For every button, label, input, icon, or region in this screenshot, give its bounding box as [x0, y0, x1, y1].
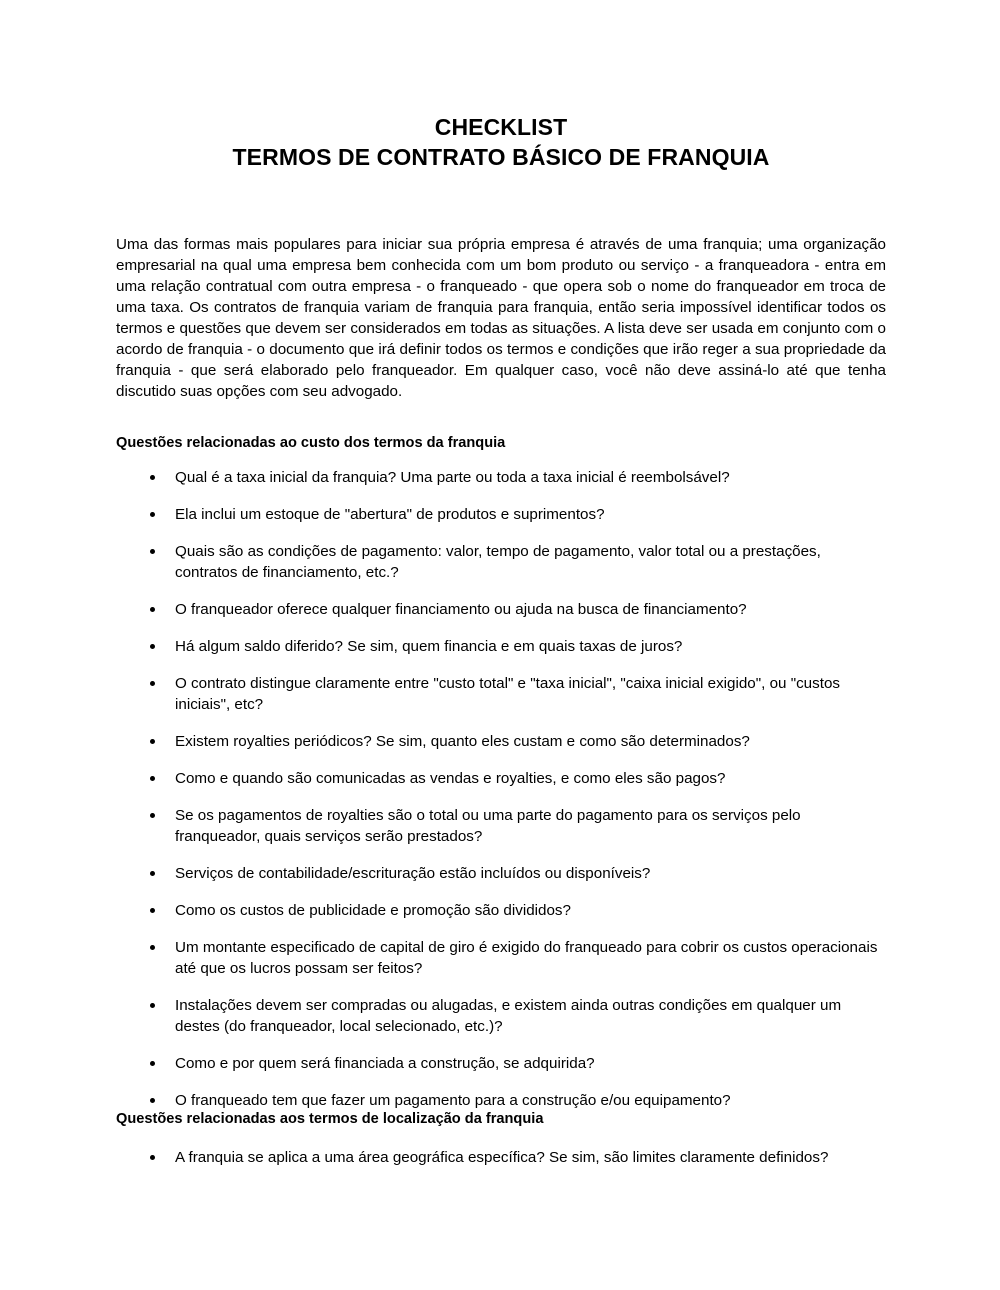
list-item-text: Ela inclui um estoque de "abertura" de produtos e suprimentos?: [175, 506, 605, 523]
bullet-dot-icon: [150, 937, 157, 958]
list-item: [116, 1147, 886, 1168]
document-content: [116, 0, 886, 1168]
list-item: [116, 1090, 886, 1111]
list-item-text: O franqueado tem que fazer um pagamento para a construção e/ou equipamento?: [175, 1092, 731, 1109]
list-item: [116, 636, 886, 657]
section-heading-cost: Questões relacionadas ao custo dos termos da franquia: [116, 435, 506, 451]
bullet-dot-icon: [150, 599, 157, 620]
list-item-text: O franqueador oferece qualquer financiamento ou ajuda na busca de financiamento?: [175, 601, 747, 618]
bullet-dot-icon: [150, 1090, 157, 1111]
list-item: [116, 863, 886, 884]
list-item: [116, 731, 886, 752]
bullet-dot-icon: [150, 673, 157, 694]
list-item-text: Há algum saldo diferido? Se sim, quem financia e em quais taxas de juros?: [175, 638, 683, 655]
list-item-text: Instalações devem ser compradas ou alugadas, e existem ainda outras condições em qualquer um destes (do franqueador, local selecionado, etc.)?: [175, 997, 842, 1035]
list-item-text: A franquia se aplica a uma área geográfica específica? Se sim, são limites claramente definidos?: [175, 1149, 829, 1166]
list-item: [116, 1053, 886, 1074]
list-item: [116, 673, 886, 715]
checklist-location: [116, 1129, 886, 1168]
bullet-dot-icon: [150, 768, 157, 789]
list-item: [116, 937, 886, 979]
list-item-text: Existem royalties periódicos? Se sim, quanto eles custam e como são determinados?: [175, 733, 750, 750]
bullet-dot-icon: [150, 504, 157, 525]
list-item: [116, 805, 886, 847]
page-title: [116, 0, 886, 172]
bullet-dot-icon: [150, 863, 157, 884]
list-item-text: Qual é a taxa inicial da franquia? Uma parte ou toda a taxa inicial é reembolsável?: [175, 469, 730, 486]
list-item: [116, 900, 886, 921]
list-item-text: Quais são as condições de pagamento: valor, tempo de pagamento, valor total ou a prestações, contratos de financiamento, etc.?: [175, 543, 821, 581]
bullet-dot-icon: [150, 731, 157, 752]
section-heading-location: Questões relacionadas aos termos de localização da franquia: [116, 1111, 544, 1127]
list-item: [116, 768, 886, 789]
bullet-dot-icon: [150, 995, 157, 1016]
title-line-secondary: TERMOS DE CONTRATO BÁSICO DE FRANQUIA: [232, 144, 770, 170]
list-item-text: Um montante especificado de capital de giro é exigido do franqueado para cobrir os custos operacionais até que os lucros possam ser feitos?: [175, 939, 878, 977]
bullet-dot-icon: [150, 1147, 157, 1168]
list-item: [116, 504, 886, 525]
bullet-dot-icon: [150, 805, 157, 826]
checklist-cost: [116, 453, 886, 1111]
list-item: [116, 995, 886, 1037]
title-line-primary: CHECKLIST: [434, 114, 568, 140]
list-item-text: Se os pagamentos de royalties são o total ou uma parte do pagamento para os serviços pelo franqueador, quais serviços serão prestados?: [175, 807, 801, 845]
list-item-text: Como os custos de publicidade e promoção são divididos?: [175, 902, 571, 919]
list-item-text: Como e por quem será financiada a construção, se adquirida?: [175, 1055, 595, 1072]
bullet-dot-icon: [150, 900, 157, 921]
bullet-dot-icon: [150, 1053, 157, 1074]
list-item-text: O contrato distingue claramente entre "custo total" e "taxa inicial", "caixa inicial exigido", ou "custos iniciais", etc?: [175, 675, 840, 713]
bullet-dot-icon: [150, 541, 157, 562]
bullet-dot-icon: [150, 467, 157, 488]
list-item: [116, 599, 886, 620]
intro-paragraph: Uma das formas mais populares para iniciar sua própria empresa é através de uma franquia; uma organização empresarial na qual uma empresa bem conhecida com um bom produto ou serviço - a franqueadora - entra em uma relação contratual com outra empresa - o franqueado - que opera sob o nome do franqueador em troca de uma taxa. Os contratos de franquia variam de franquia para franquia, então seria impossível identificar todos os termos e questões que devem ser considerados em todas as situações. A lista deve ser usada em conjunto com o acordo de franquia - o documento que irá definir todos os termos e condições que irão reger a sua propriedade da franquia - que será elaborado pelo franqueador. Em qualquer caso, você não deve assiná-lo até que tenha discutido suas opções com seu advogado.: [116, 236, 886, 400]
list-item-text: Serviços de contabilidade/escrituração estão incluídos ou disponíveis?: [175, 865, 651, 882]
bullet-dot-icon: [150, 636, 157, 657]
list-item: [116, 467, 886, 488]
list-item-text: Como e quando são comunicadas as vendas e royalties, e como eles são pagos?: [175, 770, 726, 787]
list-item: [116, 541, 886, 583]
